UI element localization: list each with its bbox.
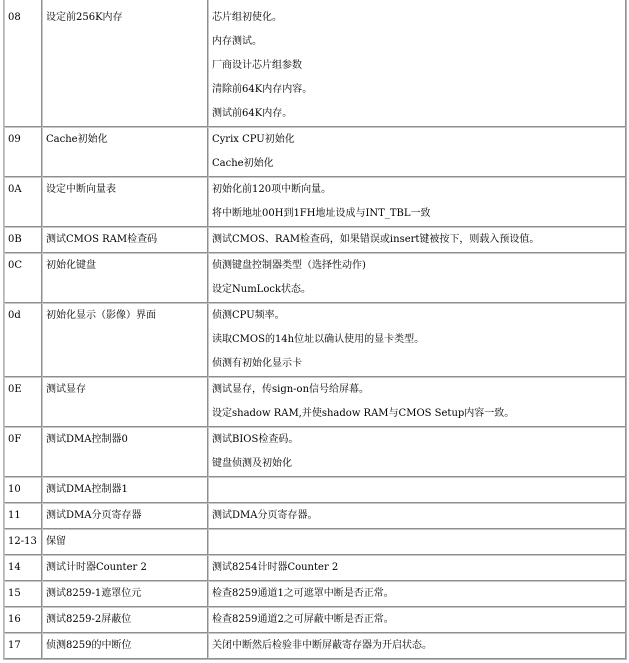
description-line: 关闭中断然后检验非中断屏蔽寄存器为开启状态。 (212, 640, 432, 651)
post-code-cell: 11 (4, 503, 42, 529)
table-body (4, 0, 626, 659)
post-code-cell: 0B (4, 227, 42, 253)
table-row (4, 127, 626, 177)
post-code-cell: 09 (4, 127, 42, 177)
table-row (4, 477, 626, 503)
description-line: 键盘侦测及初始化 (212, 458, 292, 469)
table-row (4, 529, 626, 555)
description-line (212, 478, 622, 502)
table-row (4, 303, 626, 377)
description-cell (208, 227, 626, 253)
description-line: 内存测试。 (212, 36, 262, 47)
table-row (4, 177, 626, 227)
description-cell (208, 581, 626, 607)
table-row (4, 253, 626, 303)
stage-name-cell: 侦测8259的中断位 (42, 633, 208, 659)
stage-name-cell: Cache初始化 (42, 127, 208, 177)
description-line: 设定shadow RAM,并使shadow RAM与CMOS Setup内容一致。 (212, 408, 515, 419)
post-code-cell: 10 (4, 477, 42, 503)
post-code-cell: 0E (4, 377, 42, 427)
stage-name-cell: 测试DMA分页寄存器 (42, 503, 208, 529)
stage-name-cell: 测试CMOS RAM检查码 (42, 227, 208, 253)
description-line: 设定NumLock状态。 (212, 284, 311, 295)
stage-name-cell: 测试8259-1遮罩位元 (42, 581, 208, 607)
table-row (4, 503, 626, 529)
stage-name-cell: 保留 (42, 529, 208, 555)
description-line: 测试DMA分页寄存器。 (212, 510, 318, 521)
stage-name-cell: 测试DMA控制器1 (42, 477, 208, 503)
post-code-cell: 17 (4, 633, 42, 659)
description-line: 检查8259通道2之可屏蔽中断是否正常。 (212, 614, 394, 625)
stage-name-cell: 测试计时器Counter 2 (42, 555, 208, 581)
description-line: 初始化前120项中断向量。 (212, 184, 332, 195)
post-code-cell: 15 (4, 581, 42, 607)
post-code-cell: 16 (4, 607, 42, 633)
description-cell (208, 503, 626, 529)
description-line: Cache初始化 (212, 158, 274, 169)
stage-name-cell: 测试DMA控制器0 (42, 427, 208, 477)
description-line: 测试显存，传sign-on信号给屏幕。 (212, 384, 370, 395)
post-code-cell: 0C (4, 253, 42, 303)
description-line (212, 530, 622, 554)
description-line: 侦测有初始化显示卡 (212, 358, 302, 369)
description-cell (208, 427, 626, 477)
description-cell (208, 529, 626, 555)
description-cell (208, 377, 626, 427)
post-code-table (3, 0, 627, 660)
table-row (4, 427, 626, 477)
description-cell (208, 177, 626, 227)
description-cell (208, 555, 626, 581)
post-code-cell: 08 (4, 0, 42, 127)
stage-name-cell: 初始化键盘 (42, 253, 208, 303)
description-line: 侦测CPU频率。 (212, 310, 285, 321)
stage-name-cell: 设定前256K内存 (42, 0, 208, 127)
post-code-cell: 0d (4, 303, 42, 377)
post-code-cell: 14 (4, 555, 42, 581)
post-code-cell: 12-13 (4, 529, 42, 555)
description-line: 测试CMOS、RAM检查码，如果错误或insert键被按下，则载入预设值。 (212, 234, 540, 245)
post-code-cell: 0A (4, 177, 42, 227)
table-row (4, 227, 626, 253)
description-cell (208, 633, 626, 659)
description-line: 读取CMOS的14h位址以确认使用的显卡类型。 (212, 334, 425, 345)
stage-name-cell: 设定中断向量表 (42, 177, 208, 227)
description-cell (208, 253, 626, 303)
description-line: Cyrix CPU初始化 (212, 134, 295, 145)
post-code-cell: 0F (4, 427, 42, 477)
description-cell (208, 0, 626, 127)
stage-name-cell: 测试显存 (42, 377, 208, 427)
description-line: 芯片组初使化。 (212, 12, 282, 23)
stage-name-cell: 初始化显示（影像）界面 (42, 303, 208, 377)
description-line: 厂商设计芯片组参数 (212, 60, 302, 71)
description-line: 将中断地址00H到1FH地址设成与INT_TBL一致 (212, 208, 431, 219)
description-cell (208, 127, 626, 177)
table-row (4, 0, 626, 127)
description-line: 测试8254计时器Counter 2 (212, 562, 339, 573)
description-line: 检查8259通道1之可遮罩中断是否正常。 (212, 588, 394, 599)
description-line: 测试前64K内存。 (212, 108, 293, 119)
stage-name-cell: 测试8259-2屏蔽位 (42, 607, 208, 633)
description-cell (208, 607, 626, 633)
table-row (4, 633, 626, 659)
description-line: 侦测键盘控制器类型（选择性动作) (212, 260, 366, 271)
description-cell (208, 303, 626, 377)
description-line: 测试BIOS检查码。 (212, 434, 299, 445)
description-line: 清除前64K内存内容。 (212, 84, 313, 95)
description-cell (208, 477, 626, 503)
table-row (4, 555, 626, 581)
table-row (4, 581, 626, 607)
table-row (4, 607, 626, 633)
table-row (4, 377, 626, 427)
